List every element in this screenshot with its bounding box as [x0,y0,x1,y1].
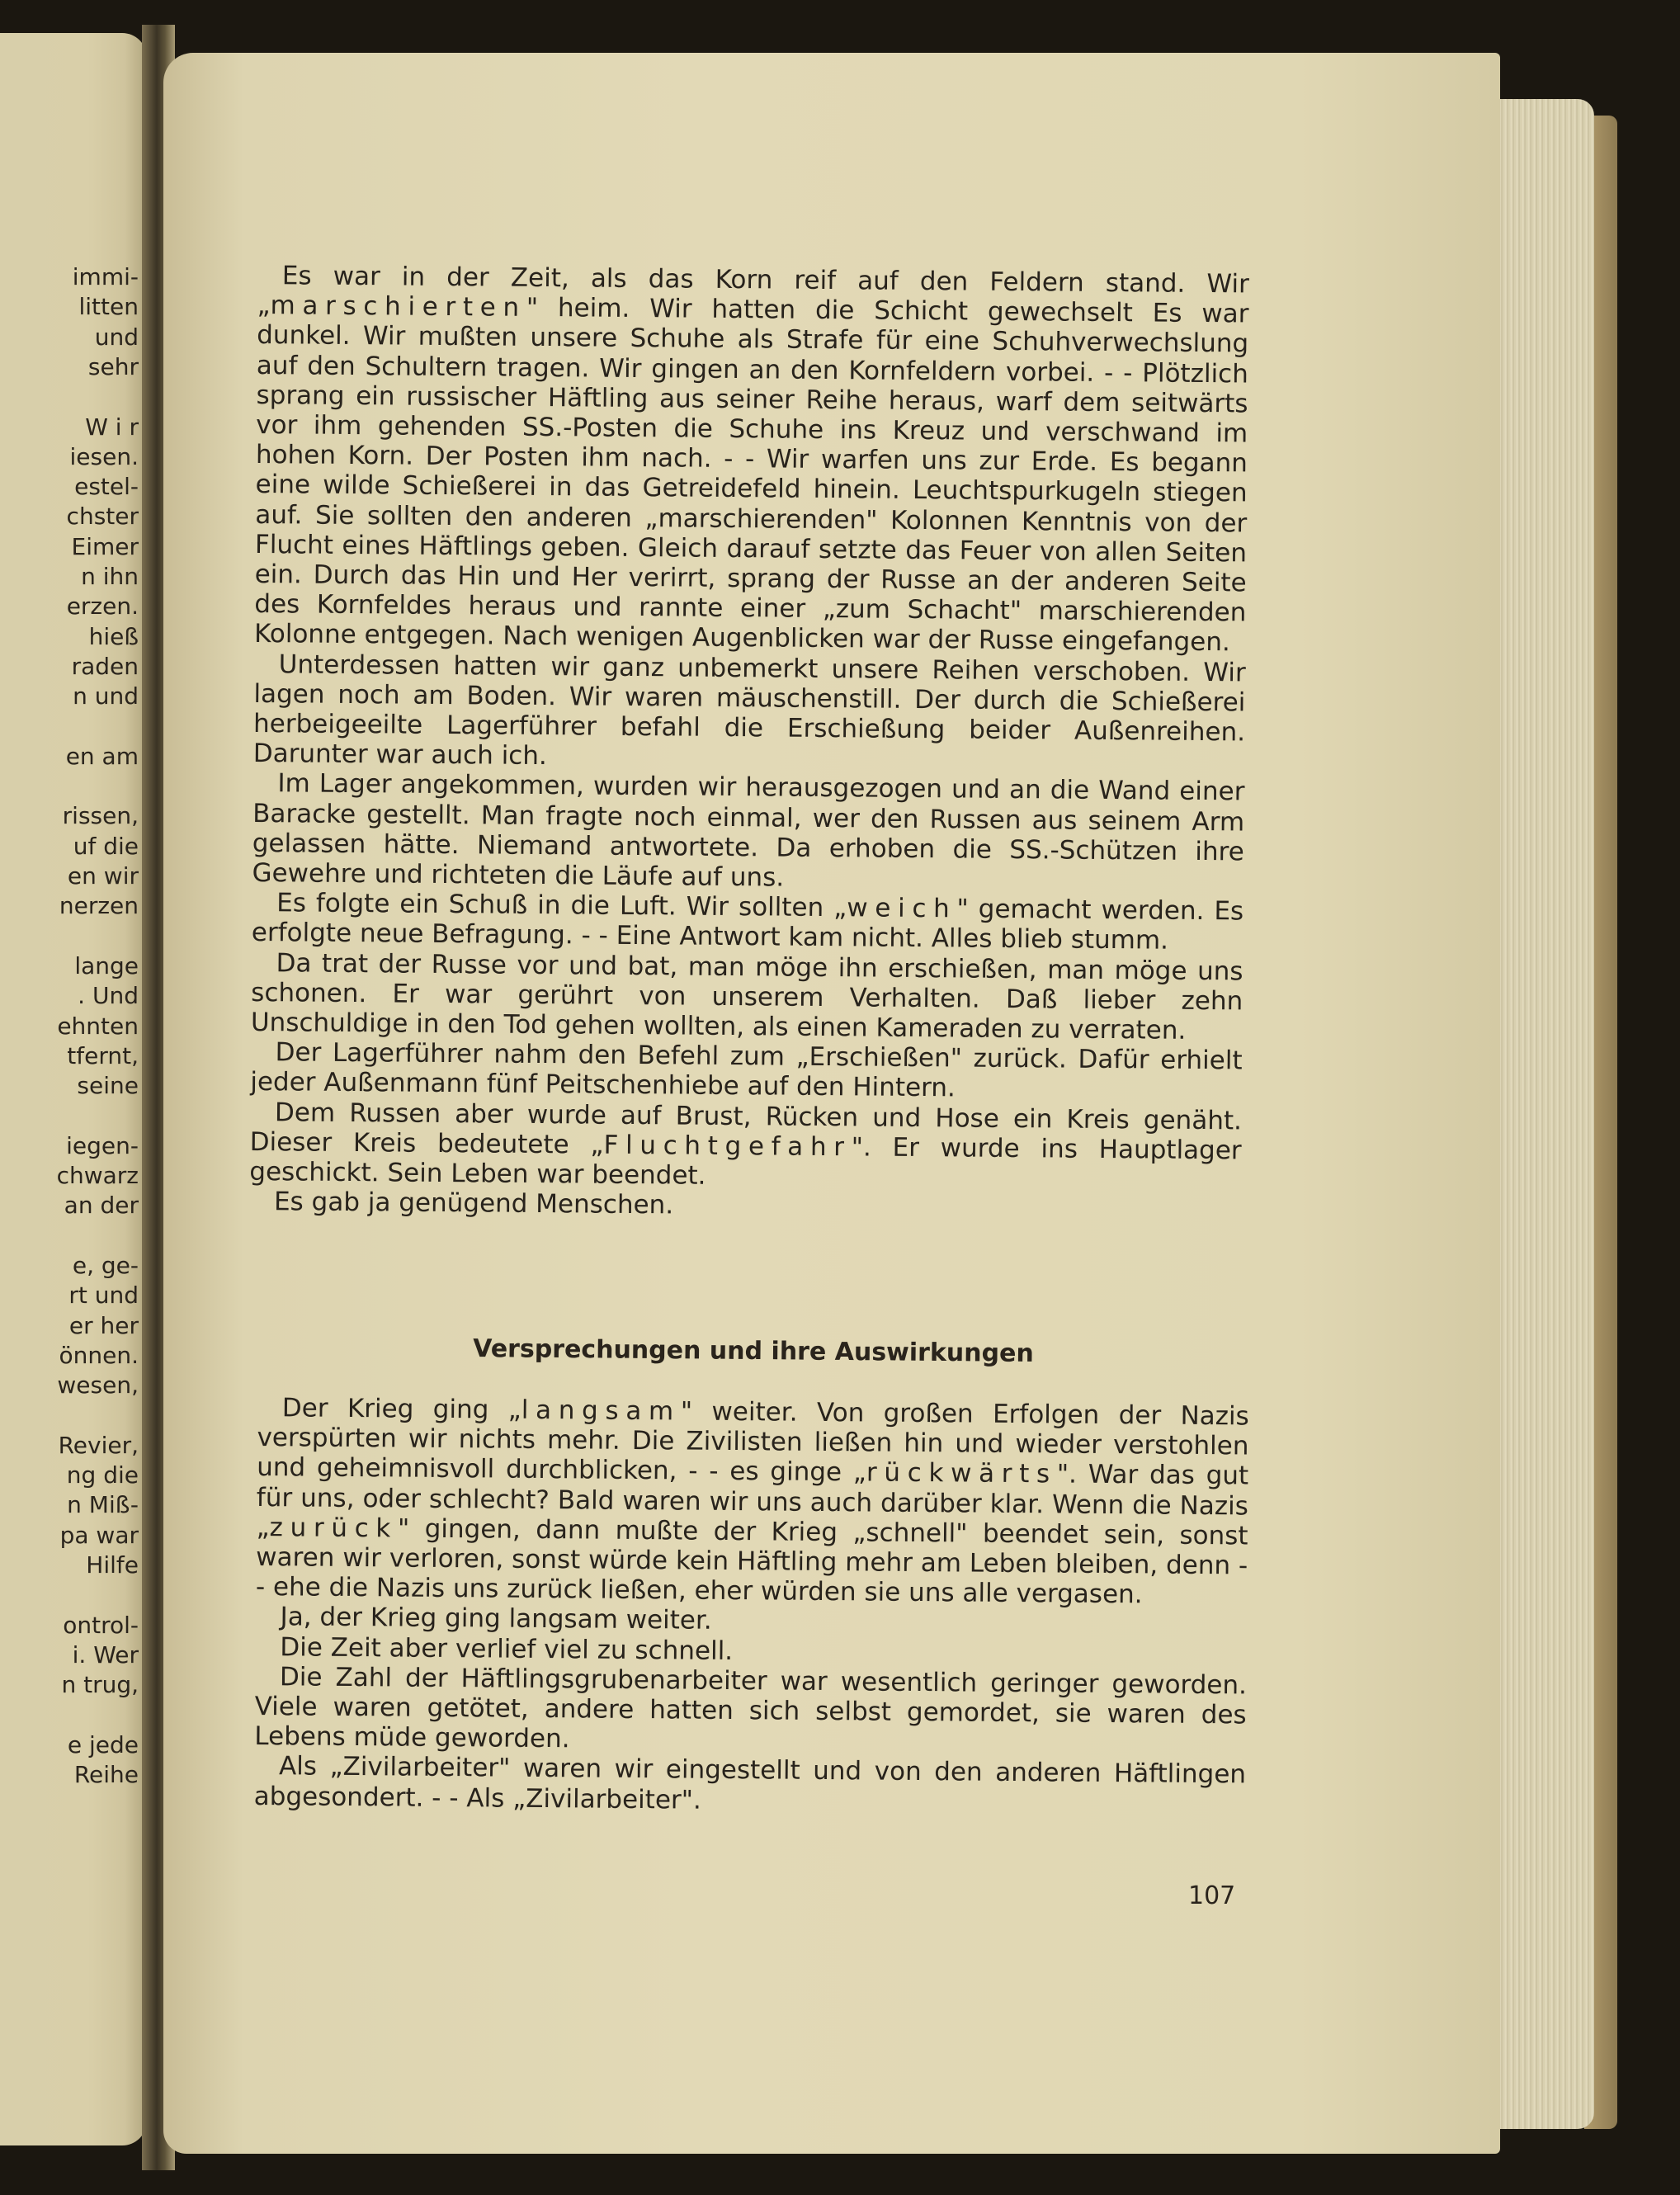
left-page-fragment: pa war [59,1521,139,1549]
left-page-fragment: immi- [72,263,139,290]
left-page-fragment: er her [68,1311,139,1339]
left-page-fragment: erzen. [66,592,139,621]
left-page-fragment: ehnten [57,1012,139,1040]
page-number: 107 [1188,1881,1236,1910]
left-page-fragment: uf die [73,832,139,860]
left-page-fragment: W i r [85,413,139,441]
left-page-fragment: Hilfe [86,1551,139,1579]
left-page-fragment: Revier, [58,1431,139,1459]
section-heading: Versprechungen und ihre Auswirkungen [473,1334,1034,1368]
paragraph: Unterdessen hatten wir ganz unbemerkt unsere Reihen verschoben. Wir lagen noch am Boden. Wir waren mäuschenstill. Der durch die Schießerei herbeigeeilte Lagerführer befahl die Erschießung beider Außenreihen. Darunter war auch ich. [252,649,1246,772]
left-page-fragment: chwarz [56,1162,139,1189]
left-page-fragment: en am [65,742,139,770]
left-page-fragment: ontrol- [63,1611,139,1639]
left-page-fragment: lange [74,951,139,979]
paragraph: Da trat der Russe vor und bat, man möge ihn erschießen, man möge uns schonen. Er war gerührt von unserem Verhalten. Daß lieber zehn Unschuldige in den Tod gehen wollten, als einen Kameraden zu verraten. [250,947,1243,1046]
paragraph: Der Krieg ging „langsam" weiter. Von großen Erfolgen der Nazis verspürten wir nichts mehr. Die Zivilisten ließen hin und wieder verstohlen und geheimnisvoll durchblicken, - - es ginge „rückwärts". War das gut für uns, oder schlecht? Bald waren wir uns auch darüber klar. Wenn die Nazis „zurück" gingen, dann mußte der Krieg „schnell" beendet sein, sonst waren wir verloren, sonst würde kein Häftling mehr am Leben bleiben, denn - - ehe die Nazis uns zurück ließen, eher würden sie uns alle vergasen. [255,1393,1249,1610]
paragraph: Als „Zivilarbeiter" waren wir eingestellt und von den anderen Häftlingen abgesondert. - - Als „Zivilarbeiter". [253,1751,1247,1815]
left-page-fragment: hieß [88,622,139,650]
left-page-fragment: e jede [67,1730,139,1758]
left-page-fragment: iegen- [66,1131,139,1159]
left-page-fragment: seine [77,1072,139,1100]
left-page-fragment: Reihe [73,1761,139,1788]
paragraph: Der Lagerführer nahm den Befehl zum „Erschießen" zurück. Dafür erhielt jeder Außenmann fünf Peitschenhiebe auf den Hintern. [250,1037,1243,1103]
left-page-fragment: estel- [74,473,139,501]
left-page-fragment: ng die [66,1461,139,1489]
left-page [0,33,147,2145]
left-page-fragment: und [94,323,139,351]
left-page-fragment: nerzen [59,892,139,920]
left-page-fragment: tfernt, [67,1041,139,1069]
left-page-fragment: . Und [78,982,139,1010]
left-page-fragment: n trug, [61,1671,139,1699]
left-page-fragment: e, ge- [72,1251,139,1279]
left-page-fragment: chster [66,503,139,531]
paragraph: Die Zeit aber verlief viel zu schnell. [280,1631,734,1666]
paragraph: Im Lager angekommen, wurden wir herausgezogen und an die Wand einer Baracke gestellt. Man fragte noch einmal, wer den Russen aus seinem Arm gelassen hätte. Niemand antwortete. Da erhoben die SS.-Schützen ihre Gewehre und richteten die Läufe auf uns. [252,768,1245,893]
left-page-fragment: en wir [67,862,139,890]
left-page-fragment: rissen, [62,802,139,830]
section-two-text [254,1393,1249,1820]
paragraph: Es folgte ein Schuß in die Luft. Wir sollten „weich" gemacht werden. Es erfolgte neue Befragung. - - Eine Antwort kam nicht. Alles blieb stumm. [251,888,1244,956]
left-page-fragment: raden [71,652,139,680]
left-page-fragment: n und [73,682,139,710]
left-page-fragment: iesen. [69,442,139,470]
paragraph: Es gab ja genügend Menschen. [273,1187,674,1220]
paragraph: Es war in der Zeit, als das Korn reif auf den Feldern stand. Wir „marschierten" heim. Wir hatten die Schicht gewechselt Es war dunkel. Wir mußten unsere Schuhe als Strafe für eine Schuhverwechslung auf den Schultern tragen. Wir gingen an den Kornfeldern vorbei. - - Plötzlich sprang ein russischer Häftling aus seiner Reihe heraus, warf dem seitwärts vor ihm gehenden SS.-Posten die Schuhe ins Kreuz und verschwand im hohen Korn. Der Posten ihm nach. - - Wir warfen uns zur Erde. Es begann eine wilde Schießerei in das Getreidefeld hinein. Leuchtspurkugeln stiegen auf. Sie sollten den anderen „marschierenden" Kolonnen Kenntnis von der Flucht eines Häftlings geben. Gleich darauf setzte das Feuer von allen Seiten ein. Durch das Hin und Her verirrt, sprang der Russe an der anderen Seite des Kornfeldes heraus und rannte einer „zum Schacht" marschierenden Kolonne entgegen. Nach wenigen Augenblicken war der Russe eingefangen. [253,261,1249,658]
paragraph: Die Zahl der Häftlingsgrubenarbeiter war wesentlich geringer geworden. Viele waren getötet, andere hatten sich selbst gemordet, sie waren des Lebens müde geworden. [254,1662,1248,1754]
left-page-fragment: rt und [68,1282,139,1310]
left-page-fragment: litten [78,293,139,321]
left-page-fragment: n Miß- [67,1491,139,1519]
left-page-fragment: i. Wer [72,1640,139,1669]
left-page-fragment: an der [64,1192,139,1220]
left-page-fragment: sehr [87,352,139,380]
paragraph: Dem Russen aber wurde auf Brust, Rücken und Hose ein Kreis genäht. Dieser Kreis bedeutete „Fluchtgefahr". Er wurde ins Hauptlager geschickt. Sein Leben war beendet. [249,1097,1243,1191]
section-one-text [249,261,1249,1225]
paragraph: Ja, der Krieg ging langsam weiter. [280,1602,712,1636]
left-page-fragment: wesen, [57,1371,139,1400]
left-page-fragment: n ihn [81,563,139,590]
page-edges [1492,99,1594,2129]
left-page-fragment: Eimer [71,532,139,560]
left-page-fragment: önnen. [59,1341,139,1369]
